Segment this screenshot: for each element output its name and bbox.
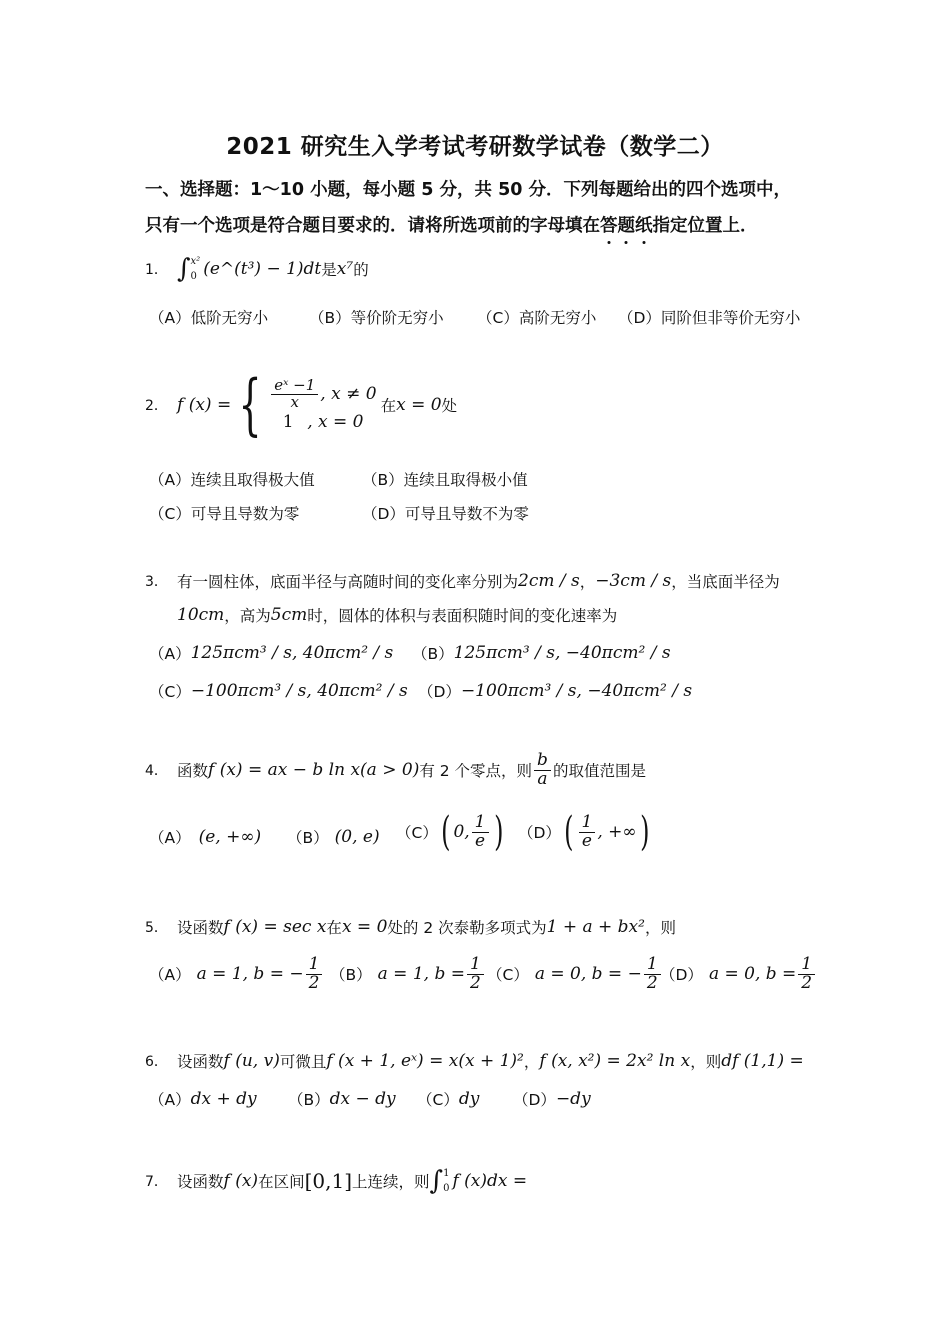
question-5 bbox=[145, 916, 676, 938]
option-label: （A） bbox=[149, 829, 191, 847]
question-text: 的取值范围是 bbox=[552, 762, 646, 781]
question-2 bbox=[145, 366, 458, 443]
question-number: 3． bbox=[145, 574, 168, 590]
option-label: （B） bbox=[288, 1091, 330, 1109]
option-label: （D） bbox=[660, 966, 703, 985]
question-number: 6． bbox=[145, 1054, 168, 1070]
question-text: 处 bbox=[441, 397, 458, 415]
question-text: 的 bbox=[353, 261, 369, 279]
integrand: f (x)dx = bbox=[452, 1171, 528, 1191]
question-3-line2 bbox=[177, 604, 617, 626]
radius-rate: 2cm / s bbox=[518, 571, 580, 591]
question-7 bbox=[145, 1166, 527, 1196]
q6-option-a[interactable] bbox=[149, 1088, 257, 1110]
q2-option-d[interactable]: （D）可导且导数不为零 bbox=[362, 505, 529, 523]
page-title: 2021 研究生入学考试考研数学试卷（数学二） bbox=[226, 134, 724, 160]
option-label: （D） bbox=[513, 1091, 556, 1109]
q4-option-b[interactable] bbox=[287, 826, 380, 848]
condition-2: f (x, x²) = 2x² ln x bbox=[539, 1051, 691, 1071]
option-label: （C） bbox=[396, 824, 438, 842]
integral-limits: x² 0 bbox=[190, 256, 201, 282]
question-text: 在区间 bbox=[258, 1173, 305, 1191]
piecewise-brace: { bbox=[238, 366, 262, 443]
question-number: 5． bbox=[145, 920, 168, 936]
q3-option-d[interactable] bbox=[418, 680, 692, 702]
option-expression: dx − dy bbox=[329, 1089, 396, 1109]
question-number: 1． bbox=[145, 262, 168, 278]
option-label: （B） bbox=[330, 966, 372, 985]
option-label: （D） bbox=[518, 824, 561, 842]
function-expression: f (u, v) bbox=[223, 1051, 280, 1071]
question-text: 设函数 bbox=[177, 1053, 224, 1071]
option-expression: −dy bbox=[555, 1089, 591, 1109]
left-paren: ( bbox=[440, 809, 451, 855]
option-label: （A） bbox=[149, 966, 191, 985]
option-expression: a = 1, b = − bbox=[196, 964, 304, 985]
q1-option-a[interactable]: （A）低阶无穷小 bbox=[149, 309, 269, 327]
instruction-text: 指定位置上． bbox=[652, 216, 758, 236]
question-text: 在 bbox=[326, 919, 342, 937]
q5-option-a[interactable] bbox=[149, 956, 324, 993]
question-text: 有 2 个零点，则 bbox=[419, 762, 533, 781]
option-expression: 125πcm³ / s, −40πcm² / s bbox=[453, 643, 671, 663]
q5-option-c[interactable] bbox=[487, 956, 663, 993]
case-2: 1 , x = 0 bbox=[282, 412, 364, 433]
integrand: (e^(t³) − 1)dt bbox=[203, 259, 322, 279]
q5-option-b[interactable] bbox=[330, 956, 486, 993]
question-text: 可微且 bbox=[279, 1053, 327, 1071]
question-4 bbox=[145, 752, 646, 789]
option-expression: 125πcm³ / s, 40πcm² / s bbox=[190, 643, 394, 663]
right-paren: ) bbox=[639, 809, 650, 855]
option-label: （B） bbox=[287, 829, 329, 847]
right-paren: ) bbox=[493, 809, 503, 855]
function-expression: f (x) = ax − b ln x(a > 0) bbox=[208, 760, 420, 781]
question-3 bbox=[145, 570, 780, 592]
emphasis-char: 纸 bbox=[635, 212, 653, 237]
option-expression: (0, e) bbox=[334, 827, 380, 847]
q1-option-d[interactable]: （D）同阶但非等价无穷小 bbox=[618, 309, 801, 327]
option-label: （C） bbox=[417, 1091, 459, 1109]
question-text: 时，圆体的体积与表面积随时间的变化速率为 bbox=[307, 607, 618, 625]
comparison-term: x⁷ bbox=[336, 259, 354, 279]
option-fraction: $\frac{1}{e}$ bbox=[472, 814, 489, 851]
section-instructions-line1: 一、选择题：1～10 小题，每小题 5 分，共 50 分．下列每题给出的四个选项中， bbox=[145, 180, 792, 200]
question-text: ，则 bbox=[644, 919, 676, 937]
polynomial-expression: 1 + a + bx² bbox=[546, 917, 645, 937]
q3-option-c[interactable] bbox=[149, 680, 408, 702]
instruction-text: 只有一个选项是符合题目要求的．请将所选项前的字母填在 bbox=[145, 216, 600, 236]
question-text: 处的 2 次泰勒多项式为 bbox=[387, 919, 547, 937]
integral-sign: ∫ bbox=[177, 254, 191, 284]
q2-option-c[interactable]: （C）可导且导数为零 bbox=[149, 505, 300, 523]
option-expression: 0, bbox=[453, 822, 470, 842]
question-text: 在 bbox=[380, 397, 397, 415]
q6-option-c[interactable] bbox=[417, 1088, 479, 1110]
question-number: 2． bbox=[145, 398, 168, 414]
question-text: 设函数 bbox=[177, 919, 224, 937]
option-expression: a = 0, b = − bbox=[534, 964, 642, 985]
q1-option-b[interactable]: （B）等价阶无穷小 bbox=[309, 309, 444, 327]
point-expression: x = 0 bbox=[396, 395, 442, 415]
option-fraction: $\frac{1}{2}$ bbox=[644, 956, 661, 993]
question-text: 上连续，则 bbox=[352, 1173, 430, 1191]
function-lhs: f (x) = bbox=[177, 395, 232, 415]
option-expression: −100πcm³ / s, 40πcm² / s bbox=[190, 681, 408, 701]
left-paren: ( bbox=[564, 809, 574, 855]
question-6 bbox=[145, 1050, 804, 1072]
height-value: 5cm bbox=[270, 605, 308, 625]
option-fraction: $\frac{1}{e}$ bbox=[579, 814, 596, 851]
option-expression: dx + dy bbox=[190, 1089, 257, 1109]
q2-option-b[interactable]: （B）连续且取得极小值 bbox=[362, 471, 528, 489]
question-text: ，则 bbox=[690, 1053, 722, 1071]
piecewise-cases bbox=[269, 375, 377, 433]
integral-sign: ∫ bbox=[429, 1166, 444, 1196]
option-expression: dy bbox=[458, 1089, 480, 1109]
question-text: 函数 bbox=[177, 762, 209, 781]
integral-expression bbox=[177, 254, 321, 284]
integral-limits: 1 0 bbox=[443, 1168, 450, 1194]
point-expression: x = 0 bbox=[341, 917, 388, 937]
question-text: 有一圆柱体，底面半径与高随时间的变化率分别为 bbox=[177, 573, 519, 591]
q6-option-b[interactable] bbox=[288, 1088, 396, 1110]
section-instructions-line2 bbox=[145, 212, 758, 237]
q4-option-d[interactable] bbox=[518, 809, 652, 855]
option-fraction: $\frac{1}{2}$ bbox=[798, 956, 815, 993]
question-number: 7． bbox=[145, 1174, 168, 1190]
question-1 bbox=[145, 254, 369, 284]
option-expression: a = 1, b = bbox=[377, 964, 465, 985]
option-label: （A） bbox=[149, 645, 191, 663]
q6-option-d[interactable] bbox=[513, 1088, 591, 1110]
option-label: （D） bbox=[418, 683, 461, 701]
emphasis-char: 题 bbox=[618, 212, 636, 237]
q5-option-d[interactable] bbox=[660, 956, 817, 993]
q1-option-c[interactable]: （C）高阶无穷小 bbox=[477, 309, 597, 327]
separator: ， bbox=[523, 1053, 540, 1071]
option-label: （C） bbox=[149, 683, 191, 701]
question-number: 4． bbox=[145, 763, 168, 780]
option-expression: −100πcm³ / s, −40πcm² / s bbox=[460, 681, 693, 701]
question-text: ，高为 bbox=[224, 607, 271, 625]
case-1-fraction: $\frac{\text{eˣ −1}}{x}$ bbox=[271, 378, 318, 411]
integral-expression bbox=[430, 1166, 528, 1196]
q3-option-a[interactable] bbox=[149, 642, 393, 664]
case-1: $\frac{\text{eˣ −1}}{x}$ , x ≠ 0 bbox=[269, 378, 376, 411]
option-expression: (e, +∞) bbox=[198, 827, 262, 847]
question-text: 设函数 bbox=[177, 1173, 224, 1191]
function-expression: f (x) bbox=[223, 1171, 259, 1191]
emphasis-char: 答 bbox=[600, 212, 618, 237]
option-expression: , +∞ bbox=[597, 822, 637, 842]
function-expression: f (x) = sec x bbox=[223, 917, 327, 937]
option-label: （A） bbox=[149, 1091, 191, 1109]
interval-expression: [0,1] bbox=[304, 1169, 353, 1193]
condition-1: f (x + 1, eˣ) = x(x + 1)² bbox=[326, 1051, 524, 1071]
differential-expression: df (1,1) = bbox=[721, 1051, 804, 1071]
question-text: 是 bbox=[321, 261, 337, 279]
separator: ， bbox=[579, 573, 596, 591]
q4-option-a[interactable] bbox=[149, 826, 261, 848]
question-text: ，当底面半径为 bbox=[671, 573, 780, 591]
q4-option-c[interactable] bbox=[396, 809, 506, 855]
height-rate: −3cm / s bbox=[595, 571, 672, 591]
option-expression: a = 0, b = bbox=[708, 964, 797, 985]
option-label: （C） bbox=[487, 966, 529, 985]
radius-value: 10cm bbox=[177, 605, 225, 625]
q2-option-a[interactable]: （A）连续且取得极大值 bbox=[149, 471, 315, 489]
ratio-fraction: $\frac{b}{a}$ bbox=[534, 752, 551, 789]
option-label: （B） bbox=[412, 645, 454, 663]
q3-option-b[interactable] bbox=[412, 642, 671, 664]
option-fraction: $\frac{1}{2}$ bbox=[467, 956, 484, 993]
option-fraction: $\frac{1}{2}$ bbox=[306, 956, 323, 993]
